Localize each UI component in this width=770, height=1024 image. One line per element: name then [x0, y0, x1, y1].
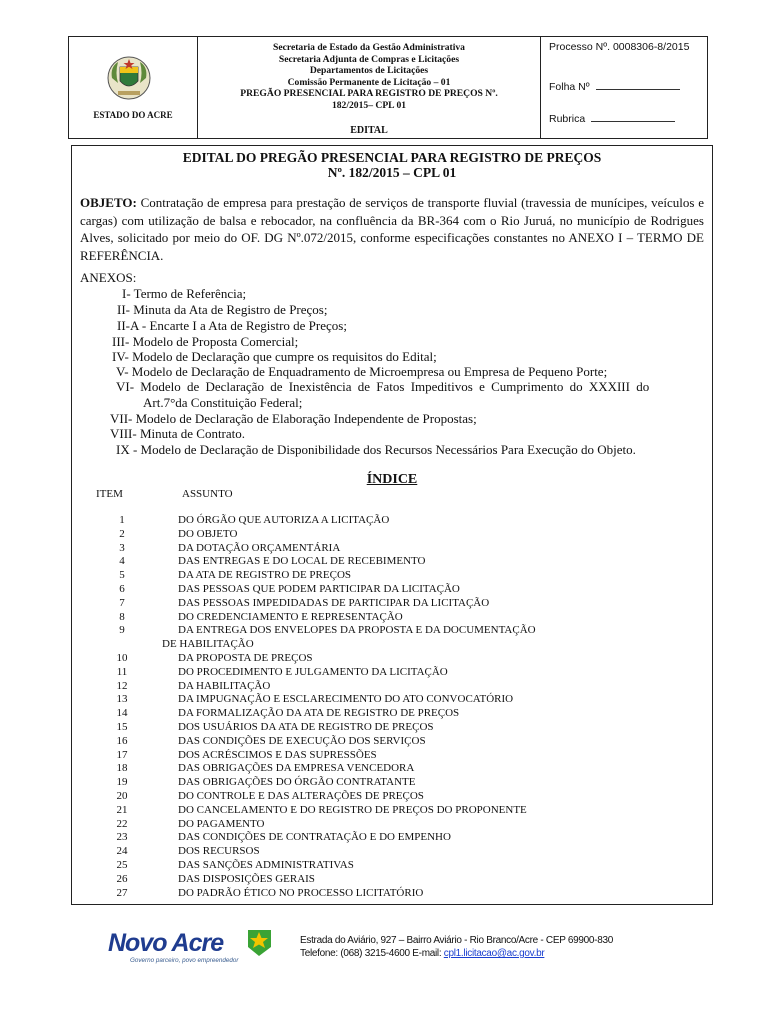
process-number: Processo Nº. 0008306-8/2015 [549, 41, 690, 53]
indice-row [72, 831, 712, 845]
agency-line: Secretaria Adjunta de Compras e Licitações [278, 53, 460, 65]
indice-item-number: 25 [116, 859, 128, 871]
indice-item-subject: DO OBJETO [178, 527, 238, 540]
indice-row [72, 680, 712, 694]
anexo-item: Art.7°da Constituição Federal; [143, 395, 303, 410]
folha-field [549, 81, 680, 93]
indice-item-subject: DOS RECURSOS [178, 845, 260, 858]
document-header [68, 36, 708, 139]
indice-item-subject: DAS OBRIGAÇÕES DO ÓRGÃO CONTRATANTE [178, 776, 416, 789]
indice-row [72, 721, 712, 735]
indice-item-number: 17 [116, 748, 128, 761]
indice-item-subject: DO CANCELAMENTO E DO REGISTRO DE PREÇOS DO PROPONENTE [178, 803, 527, 816]
indice-row [72, 624, 712, 638]
indice-row [72, 735, 712, 749]
indice-item-number: 14 [116, 707, 128, 720]
indice-item-number: 1 [119, 514, 125, 526]
indice-item-number: 4 [119, 555, 125, 568]
footer-phone: Telefone: (068) 3215-4600 E-mail: [300, 948, 444, 959]
indice-row [72, 873, 712, 887]
indice-item-number: 12 [116, 679, 128, 692]
anexo-item: V- Modelo de Declaração de Enquadramento de Microempresa ou Empresa de Pequeno Porte; [116, 364, 608, 379]
indice-item-subject: DO CONTROLE E DAS ALTERAÇÕES DE PREÇOS [178, 790, 424, 802]
indice-item-number: 20 [116, 790, 128, 802]
indice-item-subject: DAS SANÇÕES ADMINISTRATIVAS [178, 859, 354, 871]
indice-item-subject: DAS CONDIÇÕES DE EXECUÇÃO DOS SERVIÇOS [178, 734, 426, 747]
title-line: EDITAL DO PREGÃO PRESENCIAL PARA REGISTRO DE PREÇOS [182, 150, 602, 165]
agency-line: 182/2015– CPL 01 [331, 99, 407, 111]
indice-item-number: 5 [119, 569, 125, 582]
indice-item-subject: DAS PESSOAS IMPEDIDADAS DE PARTICIPAR DA LICITAÇÃO [178, 596, 490, 609]
indice-item-number: 22 [116, 817, 128, 830]
footer-email-link[interactable]: cpl1.licitacao@ac.gov.br [443, 948, 545, 959]
folha-blank-line [596, 81, 680, 90]
indice-item-subject: DOS USUÁRIOS DA ATA DE REGISTRO DE PREÇOS [178, 721, 434, 733]
agency-line: Comissão Permanente de Licitação – 01 [287, 76, 451, 88]
document-body [71, 145, 713, 905]
indice-item-number: 10 [116, 652, 128, 664]
indice-row [72, 790, 712, 804]
indice-item-subject: DA PROPOSTA DE PREÇOS [178, 652, 313, 664]
indice-row [72, 804, 712, 818]
agency-line: PREGÃO PRESENCIAL PARA REGISTRO DE PREÇOS Nº. [240, 88, 498, 100]
indice-row [72, 638, 712, 652]
indice-row [72, 859, 712, 873]
anexo-item: VII- Modelo de Declaração de Elaboração Independente de Propostas; [110, 411, 477, 426]
anexo-item: III- Modelo de Proposta Comercial; [112, 334, 299, 349]
anexo-item: IV- Modelo de Declaração que cumpre os requisitos do Edital; [112, 349, 437, 364]
indice-item-subject: DO CREDENCIAMENTO E REPRESENTAÇÃO [178, 610, 403, 623]
indice-row [72, 749, 712, 763]
indice-row [72, 514, 712, 528]
indice-item-number: 8 [119, 610, 125, 623]
indice-item-number: 15 [116, 721, 128, 733]
indice-row [72, 693, 712, 707]
indice-row [72, 597, 712, 611]
indice-item-number: 23 [116, 831, 128, 844]
indice-item-number: 3 [119, 541, 125, 554]
anexo-item: IX - Modelo de Declaração de Disponibilidade dos Recursos Necessários Para Execução do Objeto. [116, 442, 636, 457]
indice-item-number: 7 [119, 596, 125, 609]
rubrica-label: Rubrica [549, 113, 586, 125]
indice-row [72, 542, 712, 556]
objeto-paragraph [80, 194, 704, 264]
indice-item-subject: DAS OBRIGAÇÕES DA EMPRESA VENCEDORA [178, 762, 415, 775]
indice-col-item: ITEM [96, 488, 123, 500]
header-agency-cell [198, 37, 541, 138]
indice-item-subject: DAS PESSOAS QUE PODEM PARTICIPAR DA LICITAÇÃO [178, 583, 460, 595]
page-footer [108, 926, 668, 976]
anexo-item: II-A - Encarte I a Ata de Registro de Preços; [117, 318, 347, 333]
indice-item-number: 9 [119, 624, 125, 637]
rubrica-field [549, 113, 675, 125]
indice-item-number: 27 [116, 886, 128, 899]
anexo-item: II- Minuta da Ata de Registro de Preços; [117, 302, 328, 317]
indice-item-number: 18 [116, 762, 128, 775]
indice-item-subject: DA ATA DE REGISTRO DE PREÇOS [178, 569, 352, 582]
indice-item-number: 26 [116, 872, 128, 885]
indice-item-subject: DA IMPUGNAÇÃO E ESCLARECIMENTO DO ATO CONVOCATÓRIO [178, 693, 514, 706]
anexo-item: I- Termo de Referência; [122, 286, 247, 301]
indice-row [72, 528, 712, 542]
indice-row [72, 666, 712, 680]
document-title [72, 150, 712, 180]
anexo-item: VIII- Minuta de Contrato. [110, 426, 246, 441]
indice-row [72, 555, 712, 569]
indice-item-number: 24 [116, 845, 128, 858]
header-process-cell [541, 37, 707, 138]
indice-item-subject: DOS ACRÉSCIMOS E DAS SUPRESSÕES [178, 748, 377, 761]
indice-row [72, 818, 712, 832]
indice-item-subject: DA ENTREGA DOS ENVELOPES DA PROPOSTA E DA DOCUMENTAÇÃO [178, 624, 536, 637]
header-edital-label: EDITAL [350, 125, 388, 136]
indice-item-subject: DO PADRÃO ÉTICO NO PROCESSO LICITATÓRIO [178, 886, 424, 899]
agency-lines [198, 42, 540, 112]
indice-item-subject: DAS ENTREGAS E DO LOCAL DE RECEBIMENTO [178, 555, 426, 568]
footer-phone-line [300, 947, 613, 960]
header-emblem-cell [69, 37, 198, 138]
indice-item-subject: DA FORMALIZAÇÃO DA ATA DE REGISTRO DE PREÇOS [178, 707, 460, 720]
footer-address: Estrada do Aviário, 927 – Bairro Aviário - Rio Branco/Acre - CEP 69900-830 [300, 935, 613, 946]
indice-row [72, 652, 712, 666]
indice-item-subject: DO PAGAMENTO [178, 817, 265, 830]
indice-col-assunto: ASSUNTO [182, 488, 233, 500]
indice-item-number: 6 [119, 583, 125, 595]
logo-wordmark: Novo Acre [108, 929, 224, 957]
indice-item-number: 21 [116, 803, 128, 816]
logo-tagline: Governo parceiro, povo empreendedor [130, 957, 239, 964]
indice-row [72, 707, 712, 721]
indice-item-subject: DA DOTAÇÃO ORÇAMENTÁRIA [178, 541, 341, 554]
objeto-text: Contratação de empresa para prestação de serviços de transporte fluvial (travessia de munícipes, veículos e cargas) com utilização de balsa e rebocador, na confluência da BR-364 com o Rio Juruá, no município de Rodrigues Alves, solicitado por meio do OF. DG Nº.072/2015, conforme especificações constantes no ANEXO I – TERMO DE REFERÊNCIA. [80, 195, 704, 263]
indice-row [72, 762, 712, 776]
indice-item-subject: DO ÓRGÃO QUE AUTORIZA A LICITAÇÃO [178, 514, 390, 526]
indice-item-subject: DAS DISPOSIÇÕES GERAIS [178, 872, 315, 885]
indice-item-subject: DE HABILITAÇÃO [162, 638, 254, 651]
title-line: Nº. 182/2015 – CPL 01 [327, 165, 457, 180]
indice-row [72, 569, 712, 583]
indice-item-number: 16 [116, 734, 128, 747]
indice-row [72, 887, 712, 901]
header-estado-label: ESTADO DO ACRE [93, 110, 173, 120]
indice-row [72, 776, 712, 790]
indice-title: ÍNDICE [366, 472, 418, 487]
indice-item-number: 11 [116, 665, 128, 678]
indice-item-subject: DAS CONDIÇÕES DE CONTRATAÇÃO E DO EMPENHO [178, 831, 451, 844]
novo-acre-logo [108, 926, 278, 966]
agency-line: Secretaria de Estado da Gestão Administrativa [273, 42, 465, 53]
indice-item-subject: DA HABILITAÇÃO [178, 679, 271, 692]
anexos-label: ANEXOS: [80, 270, 137, 285]
indice-item-subject: DO PROCEDIMENTO E JULGAMENTO DA LICITAÇÃO [178, 665, 448, 678]
agency-line: Departamentos de Licitações [309, 65, 429, 77]
indice-item-number: 19 [116, 776, 128, 789]
footer-contact [300, 934, 613, 960]
indice-item-number: 13 [116, 693, 128, 706]
acre-coat-of-arms-icon [106, 55, 152, 101]
objeto-label: OBJETO: [80, 195, 137, 210]
indice-item-number: 2 [119, 527, 125, 540]
indice-row [72, 583, 712, 597]
indice-row [72, 611, 712, 625]
rubrica-blank-line [591, 113, 675, 122]
anexo-item: VI- Modelo de Declaração de Inexistência de Fatos Impeditivos e Cumprimento do XXXIII do [116, 379, 650, 394]
indice-row [72, 845, 712, 859]
folha-label: Folha Nº [549, 81, 590, 93]
